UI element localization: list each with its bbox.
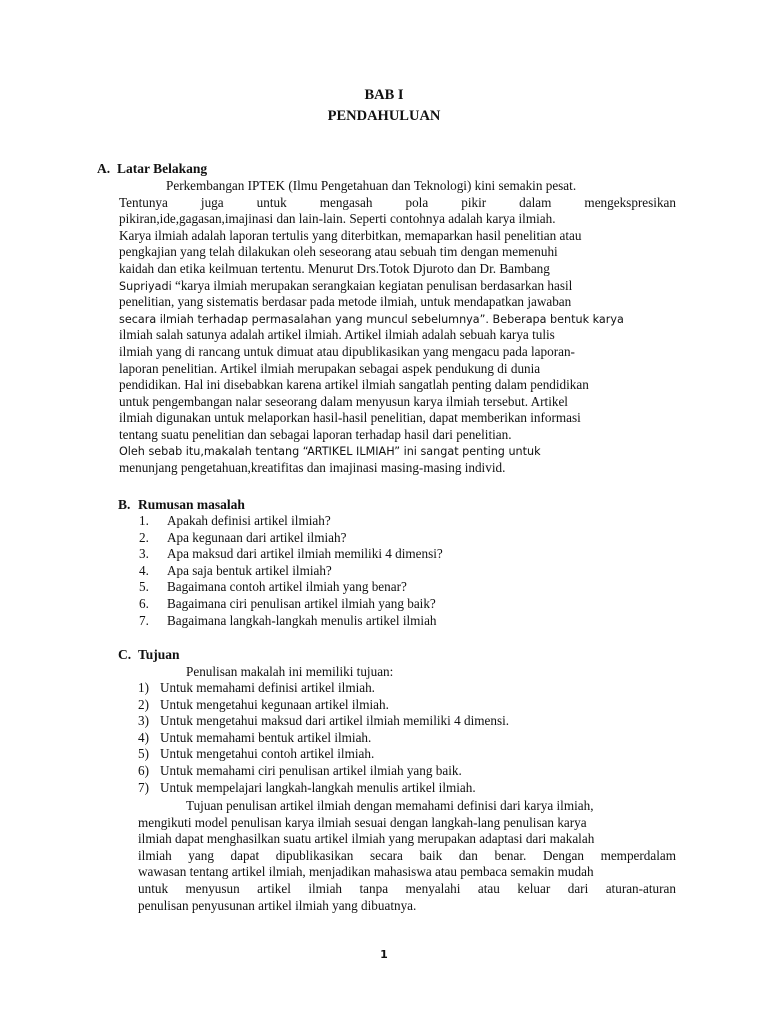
intro-text: Penulisan makalah ini memiliki tujuan: (186, 664, 394, 679)
paragraph-line: Tentunya juga untuk mengasah pola pikir dalam mengekspresikan (119, 194, 676, 210)
paragraph-line: Tujuan penulisan artikel ilmiah dengan memahami definisi dari karya ilmiah, (186, 798, 594, 813)
paragraph-line: untuk menyusun artikel ilmiah tanpa menyalahi atau keluar dari aturan-aturan (138, 880, 676, 896)
list-number: 4) (138, 729, 149, 745)
paragraph-line: ilmiah digunakan untuk melaporkan hasil-hasil penelitian, dapat memberikan informasi (119, 410, 581, 426)
list-item (139, 563, 443, 580)
list-text: Untuk mengetahui contoh artikel ilmiah. (160, 746, 375, 762)
list-item (139, 613, 443, 630)
list-number: 5) (138, 746, 149, 762)
list-item (138, 746, 509, 763)
list-text: Untuk memahami ciri penulisan artikel ilmiah yang baik. (160, 762, 462, 778)
section-b-letter: B. (118, 497, 131, 512)
section-a-heading (97, 161, 207, 178)
section-c-title: Tujuan (138, 647, 180, 662)
paragraph-line: penulisan penyusunan artikel ilmiah yang dibuatnya. (138, 897, 417, 913)
paragraph-line: ilmiah yang di rancang untuk dimuat atau dipublikasikan yang mengacu pada laporan- (119, 343, 575, 359)
list-number: 1) (138, 680, 149, 695)
paragraph-line: Perkembangan IPTEK (Ilmu Pengetahuan dan Teknologi) kini semakin pesat. (166, 178, 577, 193)
quoted-sentence: secara ilmiah terhadap permasalahan yang muncul sebelumnya (119, 312, 480, 326)
paragraph-line: tentang suatu penelitian dan sebagai laporan terhadap hasil dari penelitian. (119, 426, 512, 442)
paragraph-line: pendidikan. Hal ini disebabkan karena artikel ilmiah sangatlah penting dalam pendidikan (119, 377, 589, 393)
list-number: 1. (139, 513, 149, 528)
paragraph-line: wawasan tentang artikel ilmiah, menjadikan mahasiswa atau pembaca semakin mudah (138, 864, 594, 880)
list-item (138, 780, 509, 797)
paragraph-line: pikiran,ide,gagasan,imajinasi dan lain-lain. Seperti contohnya adalah karya ilmiah. (119, 211, 556, 227)
list-text: Bagaimana contoh artikel ilmiah yang benar? (167, 579, 407, 595)
section-c-closing-paragraph (138, 798, 676, 914)
list-item (139, 513, 443, 530)
list-item (138, 697, 509, 714)
paragraph-line-text: “karya ilmiah merupakan serangkaian kegiatan penulisan berdasarkan hasil (174, 277, 573, 293)
paragraph-line-text: ”. Beberapa bentuk karya (479, 312, 624, 326)
list-text: Apa saja bentuk artikel ilmiah? (167, 562, 332, 578)
section-a-paragraph (119, 178, 676, 477)
section-c-letter: C. (118, 647, 132, 662)
paragraph-line: ilmiah dapat menghasilkan suatu artikel ilmiah yang merupakan adaptasi dari makalah (138, 831, 595, 847)
paragraph-line: menunjang pengetahuan,kreatifitas dan imajinasi masing-masing individ. (119, 460, 506, 476)
list-number: 6. (139, 595, 149, 611)
list-number: 6) (138, 762, 149, 778)
list-text: Apa maksud dari artikel ilmiah memiliki 4 dimensi? (167, 546, 443, 562)
list-number: 7) (138, 779, 149, 795)
objectives-list (138, 680, 509, 796)
list-text: Untuk memahami definisi artikel ilmiah. (160, 680, 375, 695)
chapter-number: BAB I (364, 87, 404, 103)
list-text: Untuk mengetahui maksud dari artikel ilmiah memiliki 4 dimensi. (160, 713, 510, 729)
paragraph-line: Karya ilmiah adalah laporan tertulis yang diterbitkan, memaparkan hasil penelitian atau (119, 227, 582, 243)
paragraph-line: ilmiah salah satunya adalah artikel ilmiah. Artikel ilmiah adalah sebuah karya tulis (119, 327, 555, 343)
paragraph-line (119, 278, 676, 295)
section-b-title: Rumusan masalah (138, 497, 245, 512)
paragraph-line: pengkajian yang telah dilakukan oleh seseorang atau sebuah tim dengan memenuhi (119, 244, 558, 260)
paragraph-line: ilmiah yang dapat dipublikasikan secara baik dan benar. Dengan memperdalam (138, 847, 676, 863)
section-c-intro (186, 664, 586, 681)
list-text: Untuk mempelajari langkah-langkah menulis artikel ilmiah. (160, 779, 476, 795)
list-number: 3. (139, 546, 149, 562)
list-number: 4. (139, 562, 149, 578)
page-number: 1 (380, 948, 388, 961)
list-item (139, 530, 443, 547)
list-item (138, 713, 509, 730)
paragraph-line: penelitian, yang sistematis berdasar pada metode ilmiah, untuk mendapatkan jawaban (119, 294, 572, 310)
paragraph-line: mengikuti model penulisan karya ilmiah sesuai dengan langkah-lang penulisan karya (138, 814, 587, 830)
list-item (139, 546, 443, 563)
list-text: Bagaimana ciri penulisan artikel ilmiah yang baik? (167, 595, 436, 611)
paragraph-line: untuk pengembangan nalar seseorang dalam menyusun karya ilmiah tersebut. Artikel (119, 393, 568, 409)
list-item (139, 596, 443, 613)
list-item (138, 680, 509, 697)
section-b-heading (118, 497, 245, 514)
list-number: 3) (138, 713, 149, 729)
paragraph-line: Oleh sebab itu,makalah tentang “ARTIKEL ILMIAH” ini sangat penting untuk (119, 444, 541, 458)
list-text: Bagaimana langkah-langkah menulis artikel ilmiah (167, 612, 437, 628)
section-a-letter: A. (97, 161, 111, 176)
author-name: Supriyadi (119, 279, 172, 293)
paragraph-line (119, 311, 676, 328)
list-number: 2) (138, 696, 149, 712)
paragraph-line: laporan penelitian. Artikel ilmiah merupakan sebagai aspek pendukung di dunia (119, 360, 541, 376)
list-item (138, 730, 509, 747)
list-item (139, 579, 443, 596)
list-number: 5. (139, 579, 149, 595)
section-c-heading (118, 647, 180, 664)
list-text: Apa kegunaan dari artikel ilmiah? (167, 529, 347, 545)
list-text: Untuk mengetahui kegunaan artikel ilmiah. (160, 696, 389, 712)
chapter-title: PENDAHULUAN (327, 108, 441, 124)
list-item (138, 763, 509, 780)
research-questions-list (139, 513, 443, 629)
list-number: 7. (139, 612, 149, 628)
list-text: Untuk memahami bentuk artikel ilmiah. (160, 729, 372, 745)
section-a-title: Latar Belakang (117, 161, 208, 176)
paragraph-line: kaidah dan etika keilmuan tertentu. Menurut Drs.Totok Djuroto dan Dr. Bambang (119, 260, 550, 276)
list-number: 2. (139, 529, 149, 545)
list-text: Apakah definisi artikel ilmiah? (167, 513, 331, 528)
